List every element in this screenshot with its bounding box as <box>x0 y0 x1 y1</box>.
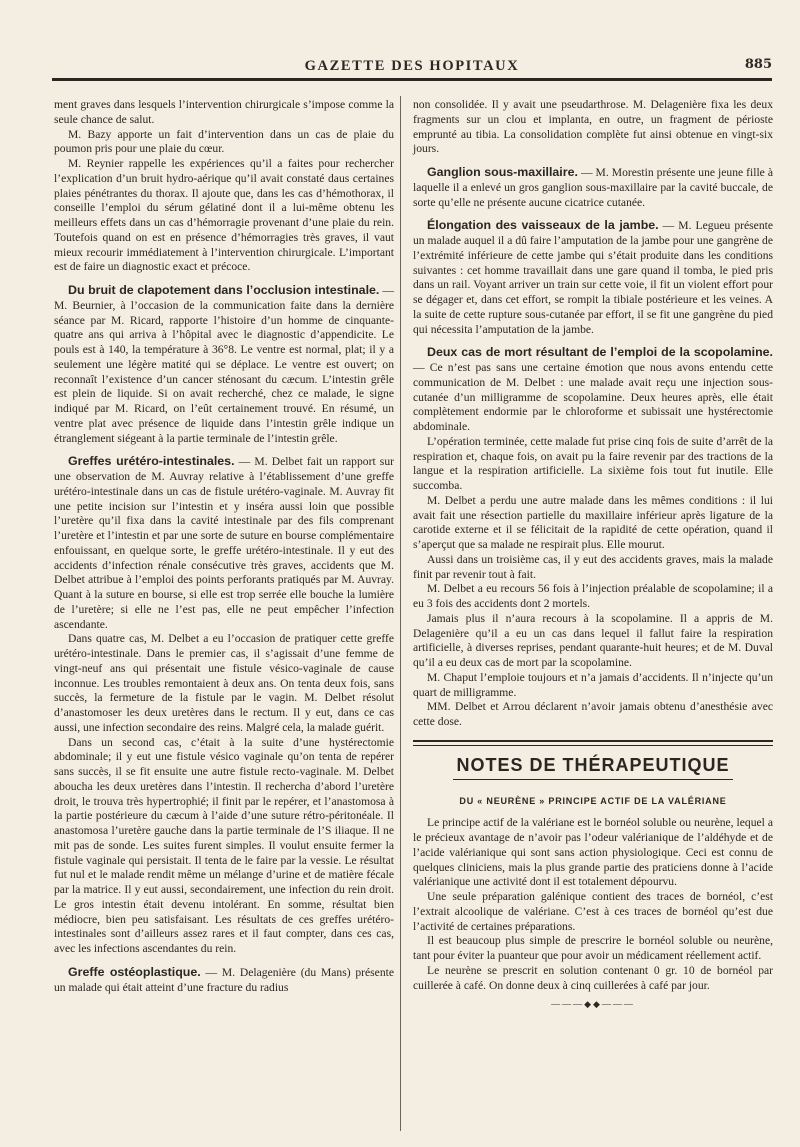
page-number: 885 <box>744 57 772 72</box>
notes-title: NOTES DE THÉRAPEUTIQUE <box>456 754 730 775</box>
paragraph-text: — Ce n’est pas sans une certaine émotion que nous avons entendu cette communication de M. Delbet : une malade avait reçu une injection sous-cutanée d’un milligramme de scopolamine. Deux heures après, elle était complètement endormie par le chloroforme et subissait une hystérectomie abdominale. <box>413 361 773 433</box>
paragraph: Jamais plus il n’aura recours à la scopolamine. Il a appris de M. Delagenière qu’il a eu un cas dans lequel il fallut faire la respiration artificielle, à diverses reprises, pendant quarante-huit heures; et de M. Duval qu’il a eu deux cas de mort par la scopolamine. <box>413 611 773 669</box>
section-heading: Élongation des vaisseaux de la jambe. <box>427 218 659 233</box>
section-heading: Deux cas de mort résultant de l’emploi de la scopolamine. <box>427 345 773 360</box>
paragraph: Aussi dans un troisième cas, il y eut des accidents graves, mais la malade finit par revenir tout à fait. <box>413 552 773 581</box>
section-heading: Greffe ostéoplastique. <box>68 964 201 979</box>
section-heading: Du bruit de clapotement dans l’occlusion intestinale. <box>68 283 380 297</box>
section-rule <box>413 740 773 746</box>
paragraph: M. Delbet a perdu une autre malade dans les mêmes conditions : il lui avait fait une résection partielle du maxillaire inférieur après ligature de la carotide externe et il se félicitait de la rapidité de cette opération, quand il s’aperçut que sa malade ne respirait plus. Elle mourut. <box>413 493 773 551</box>
notes-subtitle: DU « NEURÈNE » PRINCIPE ACTIF DE LA VALÉRIANE <box>459 795 727 806</box>
column-divider <box>400 96 401 1131</box>
paragraph-text: — M. Morestin présente une jeune fille à laquelle il a enlevé un gros ganglion sous-maxillaire par la cavité buccale, de sorte qu’elle ne présente aucune cicatrice cutanée. <box>413 166 773 209</box>
header-rule <box>52 78 772 81</box>
journal-title: GAZETTE DES HOPITAUX <box>304 58 520 74</box>
article-ganglion <box>413 165 773 210</box>
title-underline <box>453 779 733 780</box>
running-header <box>52 54 772 78</box>
paragraph: Dans un second cas, c’était à la suite d’une hystérectomie abdominale; il y eut une fistule vésico vaginale qu’on tenta de repérer sans succès, il se fit ensuite une autre fistule recto-vaginale. M. Delbet aboucha les deux uretères dans l’intestin. Il rechercha d’abord l’uretère droit, le trouva très hypertrophié; il finit par le repérer, et l’anastomosa à la partie postérieure du cæcum à l’aide d’une suture rétro-péritonéale. Il anastomosa l’uretère gauche dans la partie terminale de l’S iliaque. Il ne mit pas de sonde. Les suites furent simples. Il voulut ensuite fermer la fistule vaginale qui persistait. Il tenta de le faire par la vessie. Le résultat fut nul et le malade rendit même un mélange d’urine et de matière fécale par la matrice. Il y eut aussi, secondairement, une infection du rein droit. Le gros intestin était devenu intolérant. En somme, résultat bien médiocre, bien peu satisfaisant. Les résultats de ces greffes urétéro-intestinales sont d’ailleurs assez rares et il faut compter, dans ces cas, avec les infections ascendantes du rein. <box>54 735 394 955</box>
paragraph-text: — M. Delbet fait un rapport sur une observation de M. Auvray relative à l’établissement d’une greffe urétéro-intestinale dans un cas de fistule urétéro-vaginale. M. Auvray fit une petite incision sur l’intestin et y inséra aussi loin que possible l’uretère qu’il fixa dans la cavité intestinale par des fils comprenant l’uretère et l’intestin et par une sorte de suture en bourse complémentaire enfouissant, en quelque sorte, le greffe urétéro-intestinale. Il y eut des accidents d’infection rénale consécutive très graves, accidents que M. Delbet attribue à l’emploi des points perforants pratiqués par M. Auvray. Quant à la suture en bourse, si elle est trop serrée elle bouche la lumière de l’uretère; si elle ne l’est pas, elle ne peut empêcher l’infection ascendante. <box>54 455 394 631</box>
article-osteoplastique <box>54 965 394 996</box>
paragraph: Le principe actif de la valériane est le bornéol soluble ou neurène, lequel a le précieux avantage de n’avoir pas l’odeur valérianique de l’aldéhyde et de l’acide valérianique qui sont sans action physiologique. Ceci est connu de quelques cliniciens, mais la plus grande partie des praticiens donne à l’acide valérianique une activité dont il est totalement dépourvu. <box>413 816 773 889</box>
paragraph: MM. Delbet et Arrou déclarent n’avoir jamais obtenu d’anesthésie avec cette dose. <box>413 700 773 728</box>
paragraph-text: — M. Legueu présente un malade auquel il a dû faire l’amputation de la jambe pour une gangrène de l’extrémité inférieure de cette jambe qui s’était produite dans les conditions suivantes : cet homme travaillait dans une gare quand il tomba, le pied pris dans un rail. Voyant arriver un train sur cette voie, il fit un violent effort pour se dégager et, dans cet effort, se rompit la tibiale postérieure et les veines. A la suite de cette rupture sous-cutanée par effort, il se fit une gangrène du pied qui nécessita l’amputation de la jambe. <box>413 219 773 336</box>
paragraph: Une seule préparation galénique contient des traces de bornéol, c’est l’extrait alcoolique de valériane. C’est à ces traces de bornéol qu’est due l’activité de certaines préparations. <box>413 890 773 933</box>
article-intestinal <box>54 283 394 446</box>
paragraph: Dans quatre cas, M. Delbet a eu l’occasion de pratiquer cette greffe urétéro-intestinale. Dans le premier cas, il s’agissait d’une femme de vingt-neuf ans qui présentait une fistule vésico-vaginale de cause inconnue. Les troubles remontaient à deux ans. On tenta deux fois, sans succès, la fermeture de la fistule par le vagin. M. Delbet résolut d’anastomoser les deux uretères dans le rectum. Il y eut, dans ce cas aussi, une infection secondaire des reins. Malgré cela, la malade guérit. <box>54 632 394 734</box>
section-heading: Ganglion sous-maxillaire. <box>427 165 578 179</box>
paragraph: M. Reynier rappelle les expériences qu’il a faites pour rechercher l’explication d’un bruit hydro-aérique qu’il avait constaté daus certaines plaies pénétrantes du thorax. Il ajoute que, dans les cas d’hémothorax, il conseille l’emploi du sérum gélatiné dont il a lui-même obtenu les meilleurs effets dans un cas d’hémorragie provenant d’une plaie du rein. Toutefois quand on est en présence d’hémorragies très graves, il vaut mieux recourir immédiatement à l’intervention chirurgicale. L’important est de faire un diagnostic exact et précoce. <box>54 157 394 274</box>
paragraph: M. Delbet a eu recours 56 fois à l’injection préalable de scopolamine; il a eu 3 fois des accidents dont 2 mortels. <box>413 582 773 610</box>
article-scopolamine <box>413 345 773 435</box>
right-column <box>413 98 773 1012</box>
left-column <box>54 98 394 995</box>
paragraph-text: — M. Beurnier, à l’occasion de la communication faite dans la dernière séance par M. Ricard, rapporte l’histoire d’un homme de cinquante-quatre ans qui arriva à l’hôpital avec le diagnostic d’appendicite. Le pouls est à 140, la température à 36°8. Le ventre est normal, plat; il y a seulement une légère matité qui se déplace. Le ventre est ouvert; on reconnaît l’existence d’un cancer sténosant du cæcum. L’intestin grêle est plein de liquide. Si on avait recherché, chez ce malade, le signe indiqué par M. Ricard, on l’eût certainement trouvé. En résumé, un ventre plat avec présence de liquide dans l’intestin grêle indique un étranglement siégeant à la partie terminale de l’intestin grêle. <box>54 284 394 445</box>
paragraph: Le neurène se prescrit en solution contenant 0 gr. 10 de bornéol par cuillerée à café. On donne deux à cinq cuillerées à café par jour. <box>413 963 773 992</box>
paragraph: M. Bazy apporte un fait d’intervention dans un cas de plaie du poumon pris pour une plaie du cœur. <box>54 127 394 156</box>
paragraph: Il est beaucoup plus simple de prescrire le bornéol soluble ou neurène, tant pour éviter la puanteur que pour avoir un médicament réellement actif. <box>413 934 773 962</box>
paragraph: ment graves dans lesquels l’intervention chirurgicale s’impose comme la seule chance de salut. <box>54 98 394 126</box>
paragraph: non consolidée. Il y avait une pseudarthrose. M. Delagenière fixa les deux fragments sur un clou et implanta, en outre, un fragment de périoste emprunté au tibia. La consolidation complète fut ainsi obtenue en vingt-six jours. <box>413 98 773 156</box>
paragraph-text: — M. Delagenière (du Mans) présente un malade qui était atteint d’une fracture du radius <box>54 965 394 994</box>
paragraph: M. Chaput l’emploie toujours et n’a jamais d’accidents. Il n’injecte qu’un quart de milligramme. <box>413 670 773 699</box>
end-ornament: ———◆◆——— <box>551 999 635 1010</box>
paragraph: L’opération terminée, cette malade fut prise cinq fois de suite d’arrêt de la respiration et, chaque fois, on avait pu la faire revenir par des tractions de la langue et la respiration artificielle. La sixième fois tout fut inutile. Elle succomba. <box>413 434 773 492</box>
article-elongation <box>413 218 773 337</box>
section-heading: Greffes urétéro-intestinales. <box>68 454 235 469</box>
article-greffes <box>54 454 394 632</box>
